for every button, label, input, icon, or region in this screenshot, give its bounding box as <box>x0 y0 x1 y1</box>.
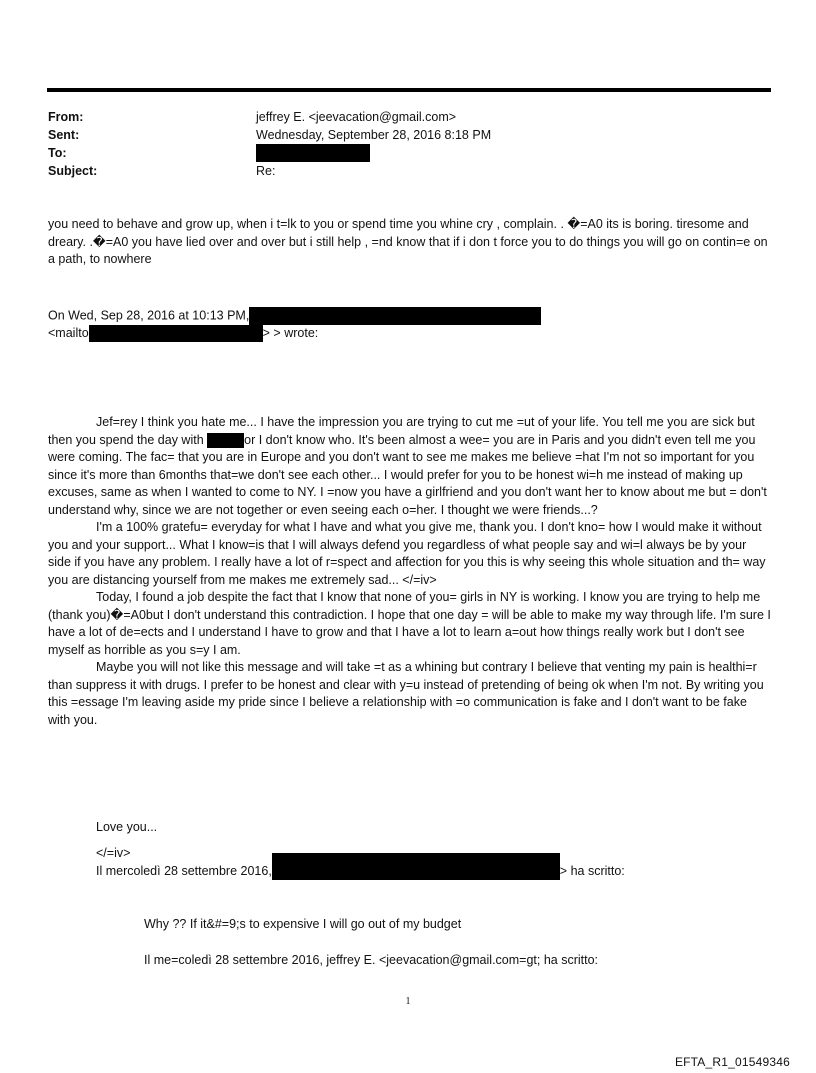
sent-label: Sent: <box>48 128 80 142</box>
to-row <box>48 144 748 162</box>
redaction-box <box>249 307 541 325</box>
letter-paragraph: Today, I found a job despite the fact that I know that none of you= girls in NY is working. I know you are trying to help me (thank you)�=A0but I don't understand this contradiction. I hope that one day = will be able to make my way through life. I'm sure I have a lot of de=ects and I understand I have to grow and that I have a lot to learn a=out how things really work but I don't see myself as horrible as you s=y I am. <box>48 590 771 657</box>
reply-text: you need to behave and grow up, when i t=lk to you or spend time you whine cry , complain. . �=A0 its is boring. tiresome and dreary. .�=A0 you have lied over and over but i still help , =nd know that if i don t force you to do things you will go on contin=e on a path, to nowhere <box>48 217 768 266</box>
ha-scritto-label: > ha scritto: <box>559 863 625 878</box>
page-number: 1 <box>405 996 411 1007</box>
wrote-label: > > wrote: <box>262 326 319 340</box>
sent-value: Wednesday, September 28, 2016 8:18 PM <box>256 128 492 142</box>
quote-header-2 <box>96 845 772 880</box>
reply-body <box>48 216 772 269</box>
email-header <box>48 108 748 180</box>
letter-paragraph: I'm a 100% gratefu= everyday for what I have and what you give me, thank you. I don't kno= how I would make it without you and your support... What I know=is that I will always defend you regardless of what people say and wi=l always be by your side if you have any problem. I really have a lot of r=spect and affection for you this is why seeing this whole situation and th= way you are distancing yourself from me makes me extremely sad... </=iv> <box>48 520 766 587</box>
letter-text: or I don't know who. It's been almost a wee= you are in Paris and you didn't even tell me you were coming. The fac= that you are in Europe and you don't want to see me makes me believe =hat I'm not so important for you since it's more than 6months that=we don't see each other... I would prefer for you to be honest wi=h me instead of making up excuses, same as when I wanted to come to NY. I =now you have a girlfriend and you don't want her to know about me but = don't understand why, since we are not together or even seeing each o=her. I thought we were friends...? <box>48 432 767 517</box>
quote-mailto-line <box>48 325 772 343</box>
sent-row <box>48 126 748 144</box>
quoted-letter <box>48 414 772 729</box>
to-label: To: <box>48 146 67 160</box>
div-close-tag: </=iv> <box>96 846 131 860</box>
nested-quote-attribution: Il me=coledì 28 settembre 2016, jeffrey E. <jeevacation@gmail.com=gt; ha scritto: <box>144 953 599 967</box>
quote-date: On Wed, Sep 28, 2016 at 10:13 PM, <box>48 308 250 323</box>
quote-attribution-line <box>96 863 772 881</box>
to-value <box>256 144 370 162</box>
from-label: From: <box>48 110 84 124</box>
subject-row <box>48 162 748 180</box>
letter-paragraph <box>48 414 772 519</box>
letter-paragraph: Maybe you will not like this message and will take =t as a whining but contrary I believe that venting my pain is healthi=r than suppress it with drugs. I prefer to be honest and clear with y=u instead of pretending of being ok when I'm not. By writing you this =essage I'm leaving aside my pride since I believe a relationship with =o communication is fake and I don't want to be fake with you. <box>48 660 764 727</box>
redaction-box <box>89 325 263 342</box>
letter-closing: Love you... <box>96 820 158 834</box>
redaction-box <box>272 853 560 880</box>
subject-label: Subject: <box>48 164 98 178</box>
redaction-box <box>256 144 370 162</box>
quote-date: Il mercoledì 28 settembre 2016, <box>96 863 272 878</box>
subject-value: Re: <box>256 164 276 178</box>
nested-quote-line: Why ?? If it&#=9;s to expensive I will go out of my budget <box>144 917 462 931</box>
from-row <box>48 108 748 126</box>
mailto-prefix: <mailto <box>48 326 89 340</box>
quote-header-1 <box>48 307 772 343</box>
document-id-footer: EFTA_R1_01549346 <box>674 1055 790 1069</box>
quote-attribution-line <box>48 307 772 325</box>
header-top-rule <box>47 88 771 92</box>
letter-text: Jef=rey I think you hate me... I have the impression you are trying to cut me =ut of your life. You tell me you are sick but then you spend the day with <box>48 415 755 447</box>
from-value[interactable]: jeffrey E. <jeevacation@gmail.com> <box>256 110 457 124</box>
redaction-box <box>207 433 244 448</box>
